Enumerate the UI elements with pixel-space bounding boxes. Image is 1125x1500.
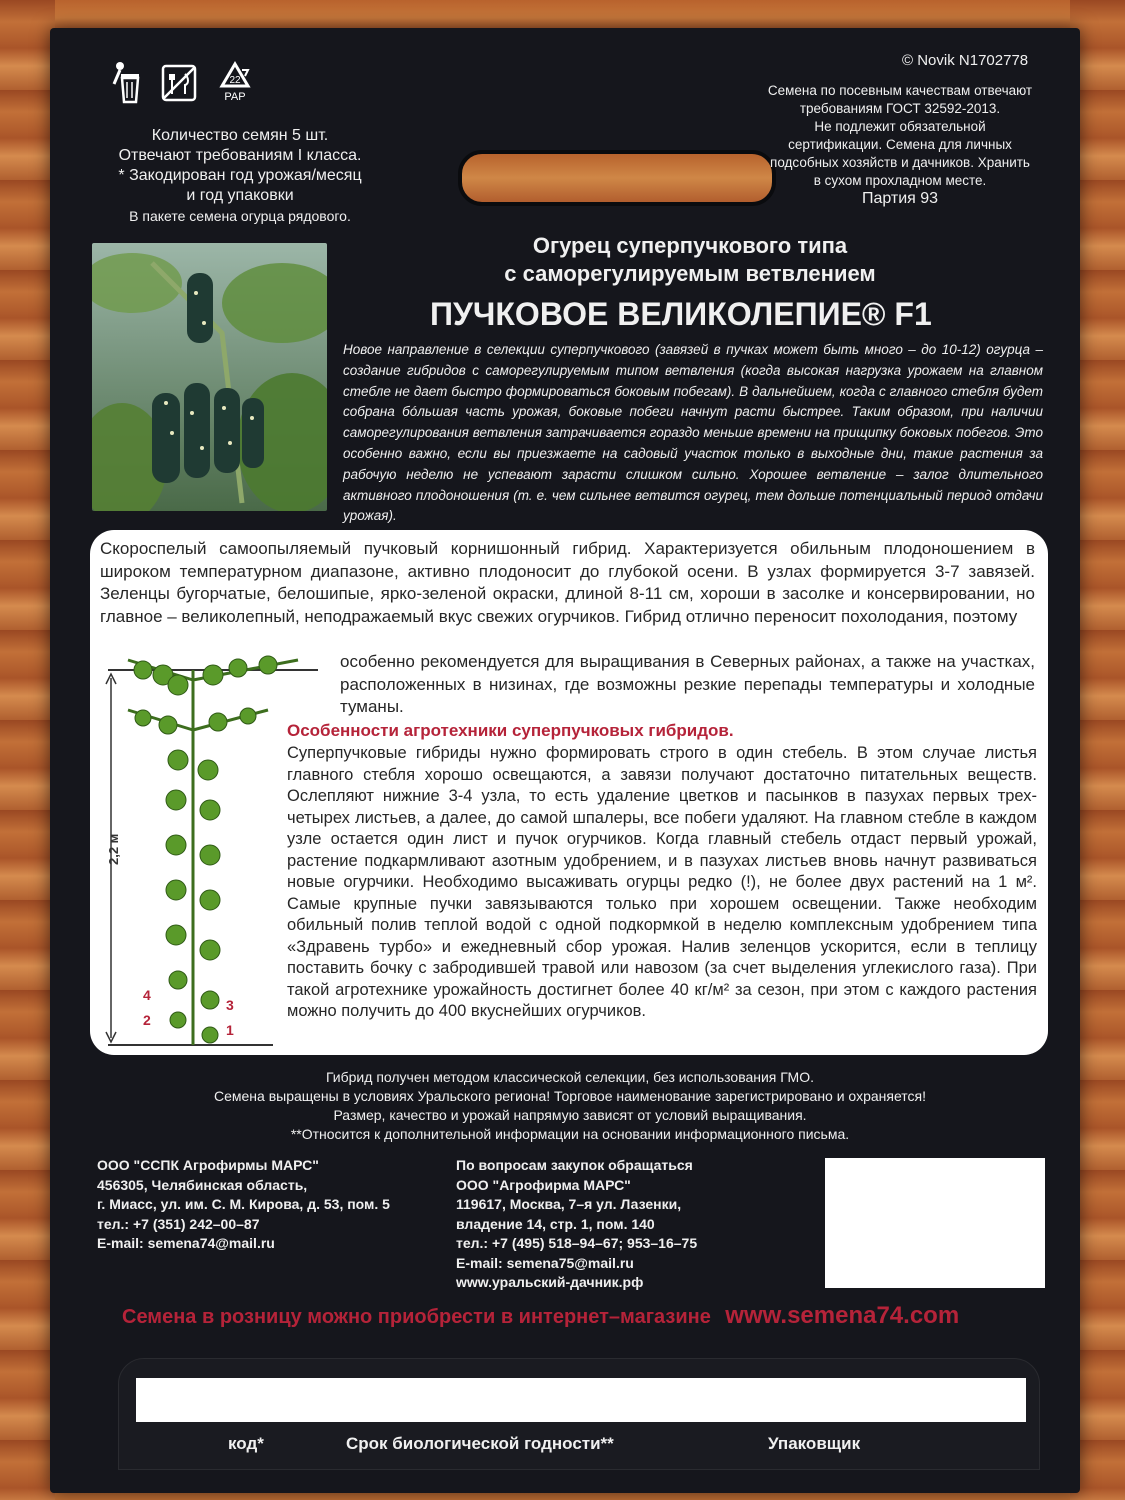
purchases-address: 119617, Москва, 7–я ул. Лазенки, [456, 1196, 682, 1212]
description-right: особенно рекомендуется для выращивания в Северных районах, а также на участках, расположенных в низинах, где возможны резкие перепады температуры и холодные туманы. [340, 652, 1035, 716]
stamp-field [136, 1378, 1026, 1422]
diagram-node-number: 3 [226, 997, 234, 1013]
product-name: ПУЧКОВОЕ ВЕЛИКОЛЕПИЕ® F1 [430, 296, 932, 332]
note-line: Семена выращены в условиях Уральского региона! Торговое наименование зарегистрировано и охраняется! [213, 1088, 926, 1104]
disposal-icons [108, 60, 258, 106]
retail-text: Семена в розницу можно приобрести в интернет–магазине [122, 1306, 711, 1328]
retail-line [122, 1302, 1032, 1330]
recycle-code: 22 [229, 75, 241, 86]
cucumber-photo [92, 243, 327, 511]
gost-line: подсобных хозяйств и дачников. Хранить [770, 155, 1030, 170]
purchases-name: ООО "Агрофирма МАРС" [456, 1176, 631, 1193]
recycle-icon [212, 60, 258, 106]
gost-line: Семена по посевным качествам отвечают [767, 83, 1033, 98]
producer-name: ООО "ССПК Агрофирмы МАРС" [97, 1157, 319, 1173]
product-intro: Новое направление в селекции суперпучкового (завязей в пучках может быть много – до 10-12) огурца – создание гибридов с саморегулируемым типом ветвления (когда высокая нагрузка урожаем на главном стебле не дает быстро формироваться боковым побегам). В дальнейшем, когда с главного стебля будет собрана бóльшая часть урожая, боковые побеги начнут расти быстрее. Таким образом, при наличии саморегулирования ветвления затрачивается гораздо меньше времени на прищипку боковых побегов. Это особенно важно, если вы приезжаете на садовый участок только в выходные дни, такие растения за рабочую неделю не успевают зарасти слишком сильно. Хорошее ветвление – залог длительного активного плодоношения (т. е. чем сильнее ветвится огурец, тем дольше потенциальный период отдачи урожая). [343, 342, 1043, 524]
purchases-address: владение 14, стр. 1, пом. 140 [456, 1215, 655, 1232]
agro-text: Суперпучковые гибриды нужно формировать строго в один стебель. В этом случае листья главного стебля хорошо освещаются, а завязи получают достаточно питательных веществ. Ослепляют нижние 3-4 узла, то есть удаление цветков и пасынков в пазухах первых трех-четырех листьев, а далее, до самой шпалеры, все побеги удаляют. На главном стебле в каждом узле остается один лист и пучок огурчиков. Когда главный стебель отдаст первый урожай, растение подкармливают азотным удобрением, и в пазухах листьев вновь начнут развиваться новые огурчики. Необходимо высаживать огурцы редко (!), не более двух растений на 1 м². Самые крупные пучки завязываются только при хорошем освещении. Также необходим обильный полив теплой водой с одной подкормкой в неделю комплексным удобрением типа «Здравень турбо» и ежедневный сбор урожая. Налив зеленцов ускорится, если в теплицу поставить бочку с забродившей травой или навозом (за счет выделения углекислого газа). При такой агротехнике урожайность достигнет более 40 кг/м² за сезон, при этом с каждого растения можно получить до 400 вкуснейших огурчиков. [287, 744, 1037, 1020]
gost-line: в сухом прохладном месте. [813, 173, 987, 188]
producer-address: 456305, Челябинская область, [97, 1176, 308, 1193]
hanging-hole [458, 150, 776, 206]
packer-label: Упаковщик [768, 1434, 861, 1453]
product-subtitle [340, 232, 1040, 288]
note-line: Размер, качество и урожай напрямую зависят от условий выращивания. [333, 1107, 807, 1123]
purchases-title: По вопросам закупок обращаться [456, 1157, 693, 1173]
class-line: Отвечают требованиям I класса. [118, 147, 362, 164]
purchases-block [456, 1156, 697, 1293]
description-top: Скороспелый самоопыляемый пучковый корнишонный гибрид. Характеризуется обильным плодоношением в широком температурном диапазоне, активно плодоносит до глубокой осени. В узлах формируется 3-7 завязей. Зеленцы бугорчатые, белошипые, ярко-зеленой окраски, длиной 8-11 см, хороши в засолке и консервировании, но главное – великолепный, неподражаемый вкус свежих огурчиков. Гибрид отлично переносит похолодания, поэтому [100, 539, 1035, 626]
subtitle-line-2: с саморегулируемым ветвлением [504, 261, 876, 286]
copyright: © Novik N1702778 [902, 52, 1029, 69]
seed-count: Количество семян 5 шт. [151, 127, 329, 144]
purchases-email: E-mail: semena75@mail.ru [456, 1254, 634, 1271]
seed-info-block [90, 126, 390, 226]
producer-email: E-mail: semena74@mail.ru [97, 1235, 275, 1251]
producer-block [97, 1156, 390, 1254]
diagram-height-label: 2,2 м [106, 833, 121, 865]
coded-line-2: и год упаковки [186, 187, 294, 204]
trash-bin-icon [108, 60, 146, 106]
notes-block [90, 1068, 1050, 1144]
code-label: код* [228, 1434, 264, 1453]
barcode-area [825, 1158, 1045, 1288]
retail-url: www.semena74.com [725, 1302, 960, 1329]
note-line: Гибрид получен методом классической селекции, без использования ГМО. [326, 1069, 814, 1085]
wood-background-left [0, 0, 55, 1500]
producer-address: г. Миасс, ул. им. С. М. Кирова, д. 53, пом. 5 [97, 1196, 390, 1212]
gost-block [750, 82, 1050, 208]
purchases-site: www.уральский-дачник.рф [456, 1274, 644, 1290]
recycle-label: PAP [224, 91, 246, 103]
diagram-node-number: 2 [143, 1012, 151, 1028]
not-for-food-icon [160, 60, 198, 106]
gost-line: сертификации. Семена для личных [788, 137, 1012, 152]
agro-title: Особенности агротехники суперпучковых гибридов. [287, 721, 734, 740]
batch-number: Партия 93 [861, 190, 939, 207]
coded-line-1: * Закодирован год урожая/месяц [118, 167, 362, 184]
shelf-life-label: Срок биологической годности** [346, 1434, 614, 1453]
note-line: **Относится к дополнительной информации на основании информационного письма. [290, 1126, 850, 1142]
packet-line: В пакете семена огурца рядового. [129, 208, 351, 224]
diagram-node-number: 4 [143, 987, 151, 1003]
gost-line: Не подлежит обязательной [814, 119, 986, 134]
purchases-phone: тел.: +7 (495) 518–94–67; 953–16–75 [456, 1235, 698, 1251]
diagram-node-number: 1 [226, 1022, 234, 1038]
subtitle-line-1: Огурец суперпучкового типа [532, 233, 848, 258]
gost-line: требованиям ГОСТ 32592-2013. [799, 101, 1001, 116]
producer-phone: тел.: +7 (351) 242–00–87 [97, 1215, 260, 1232]
